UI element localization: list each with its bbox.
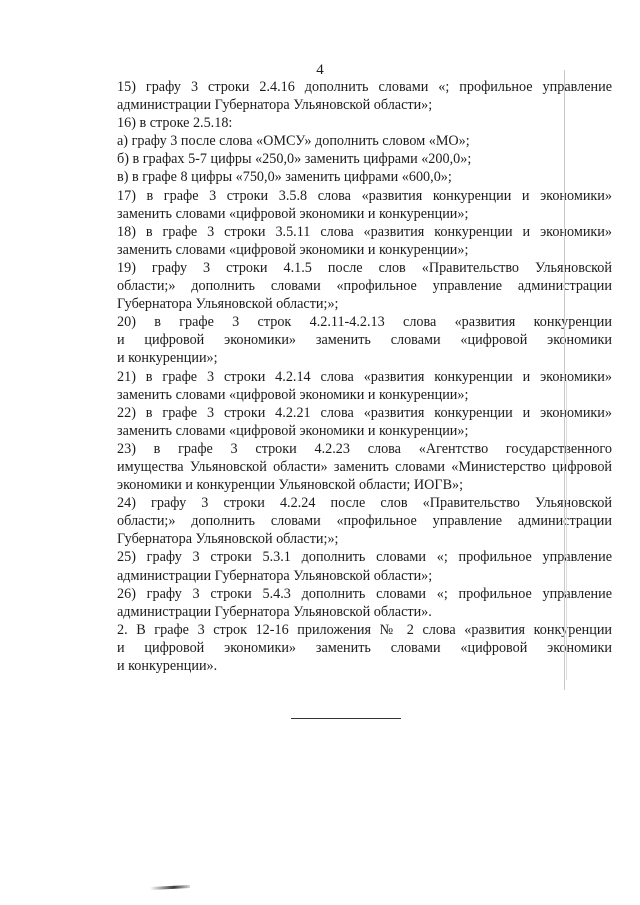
- paragraph-p16c: [86, 168, 612, 186]
- text-line: 22) в графе 3 строки 4.2.21 слова «развития конкуренции и экономики»: [117, 404, 612, 421]
- paragraph-p17: [86, 187, 612, 223]
- text-line: б) в графах 5-7 цифры «250,0» заменить цифрами «200,0»;: [117, 151, 472, 168]
- text-line: а) графу 3 после слова «ОМСУ» дополнить словом «МО»;: [117, 133, 470, 150]
- text-line: области;» дополнить словами «профильное управление администрации: [117, 278, 612, 295]
- scan-fold-line: [564, 70, 565, 690]
- text-line: экономики и конкуренции Ульяновской области; ИОГВ»;: [117, 477, 464, 494]
- text-line: администрации Губернатора Ульяновской области»;: [117, 567, 433, 584]
- text-line: имущества Ульяновской области» заменить словами «Министерство цифровой: [117, 458, 612, 475]
- text-line: и цифровой экономики» заменить словами «цифровой экономики: [117, 332, 612, 349]
- paragraph-p16a: [86, 132, 612, 150]
- paragraph-p20: [86, 313, 612, 367]
- text-line: Губернатора Ульяновской области;»;: [117, 531, 339, 548]
- text-line: 18) в графе 3 строки 3.5.11 слова «развития конкуренции и экономики»: [117, 223, 612, 240]
- paragraph-p16: [86, 114, 612, 132]
- text-line: области;» дополнить словами «профильное управление администрации: [117, 513, 612, 530]
- paragraph-p21: [86, 368, 612, 404]
- text-line: и конкуренции».: [117, 658, 218, 674]
- text-line: администрации Губернатора Ульяновской области».: [117, 603, 432, 620]
- page-number: 4: [316, 62, 324, 78]
- text-line: заменить словами «цифровой экономики и конкуренции»;: [117, 386, 469, 403]
- paragraph-p15: [86, 78, 612, 114]
- text-line: и цифровой экономики» заменить словами «цифровой экономики: [117, 639, 612, 656]
- paragraph-p26: [86, 585, 612, 621]
- end-separator-line: [291, 718, 401, 719]
- document-body: [86, 78, 612, 675]
- text-line: 19) графу 3 строки 4.1.5 после слов «Правительство Ульяновской: [117, 259, 612, 276]
- scan-fold-line-secondary: [566, 380, 567, 680]
- paragraph-p19: [86, 259, 612, 313]
- scan-corner-mark: [150, 885, 190, 890]
- text-line: 17) в графе 3 строки 3.5.8 слова «развития конкуренции и экономики»: [117, 187, 612, 204]
- text-line: заменить словами «цифровой экономики и конкуренции»;: [117, 422, 469, 439]
- text-line: 26) графу 3 строки 5.4.3 дополнить словами «; профильное управление: [117, 585, 612, 602]
- text-line: администрации Губернатора Ульяновской области»;: [117, 97, 433, 114]
- text-line: в) в графе 8 цифры «750,0» заменить цифрами «600,0»;: [117, 169, 452, 186]
- paragraph-p22: [86, 404, 612, 440]
- text-line: 24) графу 3 строки 4.2.24 после слов «Правительство Ульяновской: [117, 495, 612, 512]
- text-line: заменить словами «цифровой экономики и конкуренции»;: [117, 205, 469, 222]
- text-line: 2. В графе 3 строк 12-16 приложения № 2 слова «развития конкуренции: [117, 621, 612, 638]
- paragraph-p24: [86, 494, 612, 548]
- text-line: 20) в графе 3 строк 4.2.11-4.2.13 слова «развития конкуренции: [117, 314, 612, 331]
- text-line: 21) в графе 3 строки 4.2.14 слова «развития конкуренции и экономики»: [117, 368, 612, 385]
- text-line: Губернатора Ульяновской области;»;: [117, 296, 339, 313]
- text-line: 23) в графе 3 строки 4.2.23 слова «Агентство государственного: [117, 440, 612, 457]
- text-line: 16) в строке 2.5.18:: [117, 115, 233, 132]
- paragraph-p23: [86, 440, 612, 494]
- text-line: заменить словами «цифровой экономики и конкуренции»;: [117, 241, 469, 258]
- paragraph-p2: [86, 621, 612, 675]
- text-line: 25) графу 3 строки 5.3.1 дополнить словами «; профильное управление: [117, 549, 612, 566]
- paragraph-p25: [86, 548, 612, 584]
- paragraph-p16b: [86, 150, 612, 168]
- text-line: 15) графу 3 строки 2.4.16 дополнить словами «; профильное управление: [117, 79, 612, 95]
- paragraph-p18: [86, 223, 612, 259]
- text-line: и конкуренции»;: [117, 350, 218, 367]
